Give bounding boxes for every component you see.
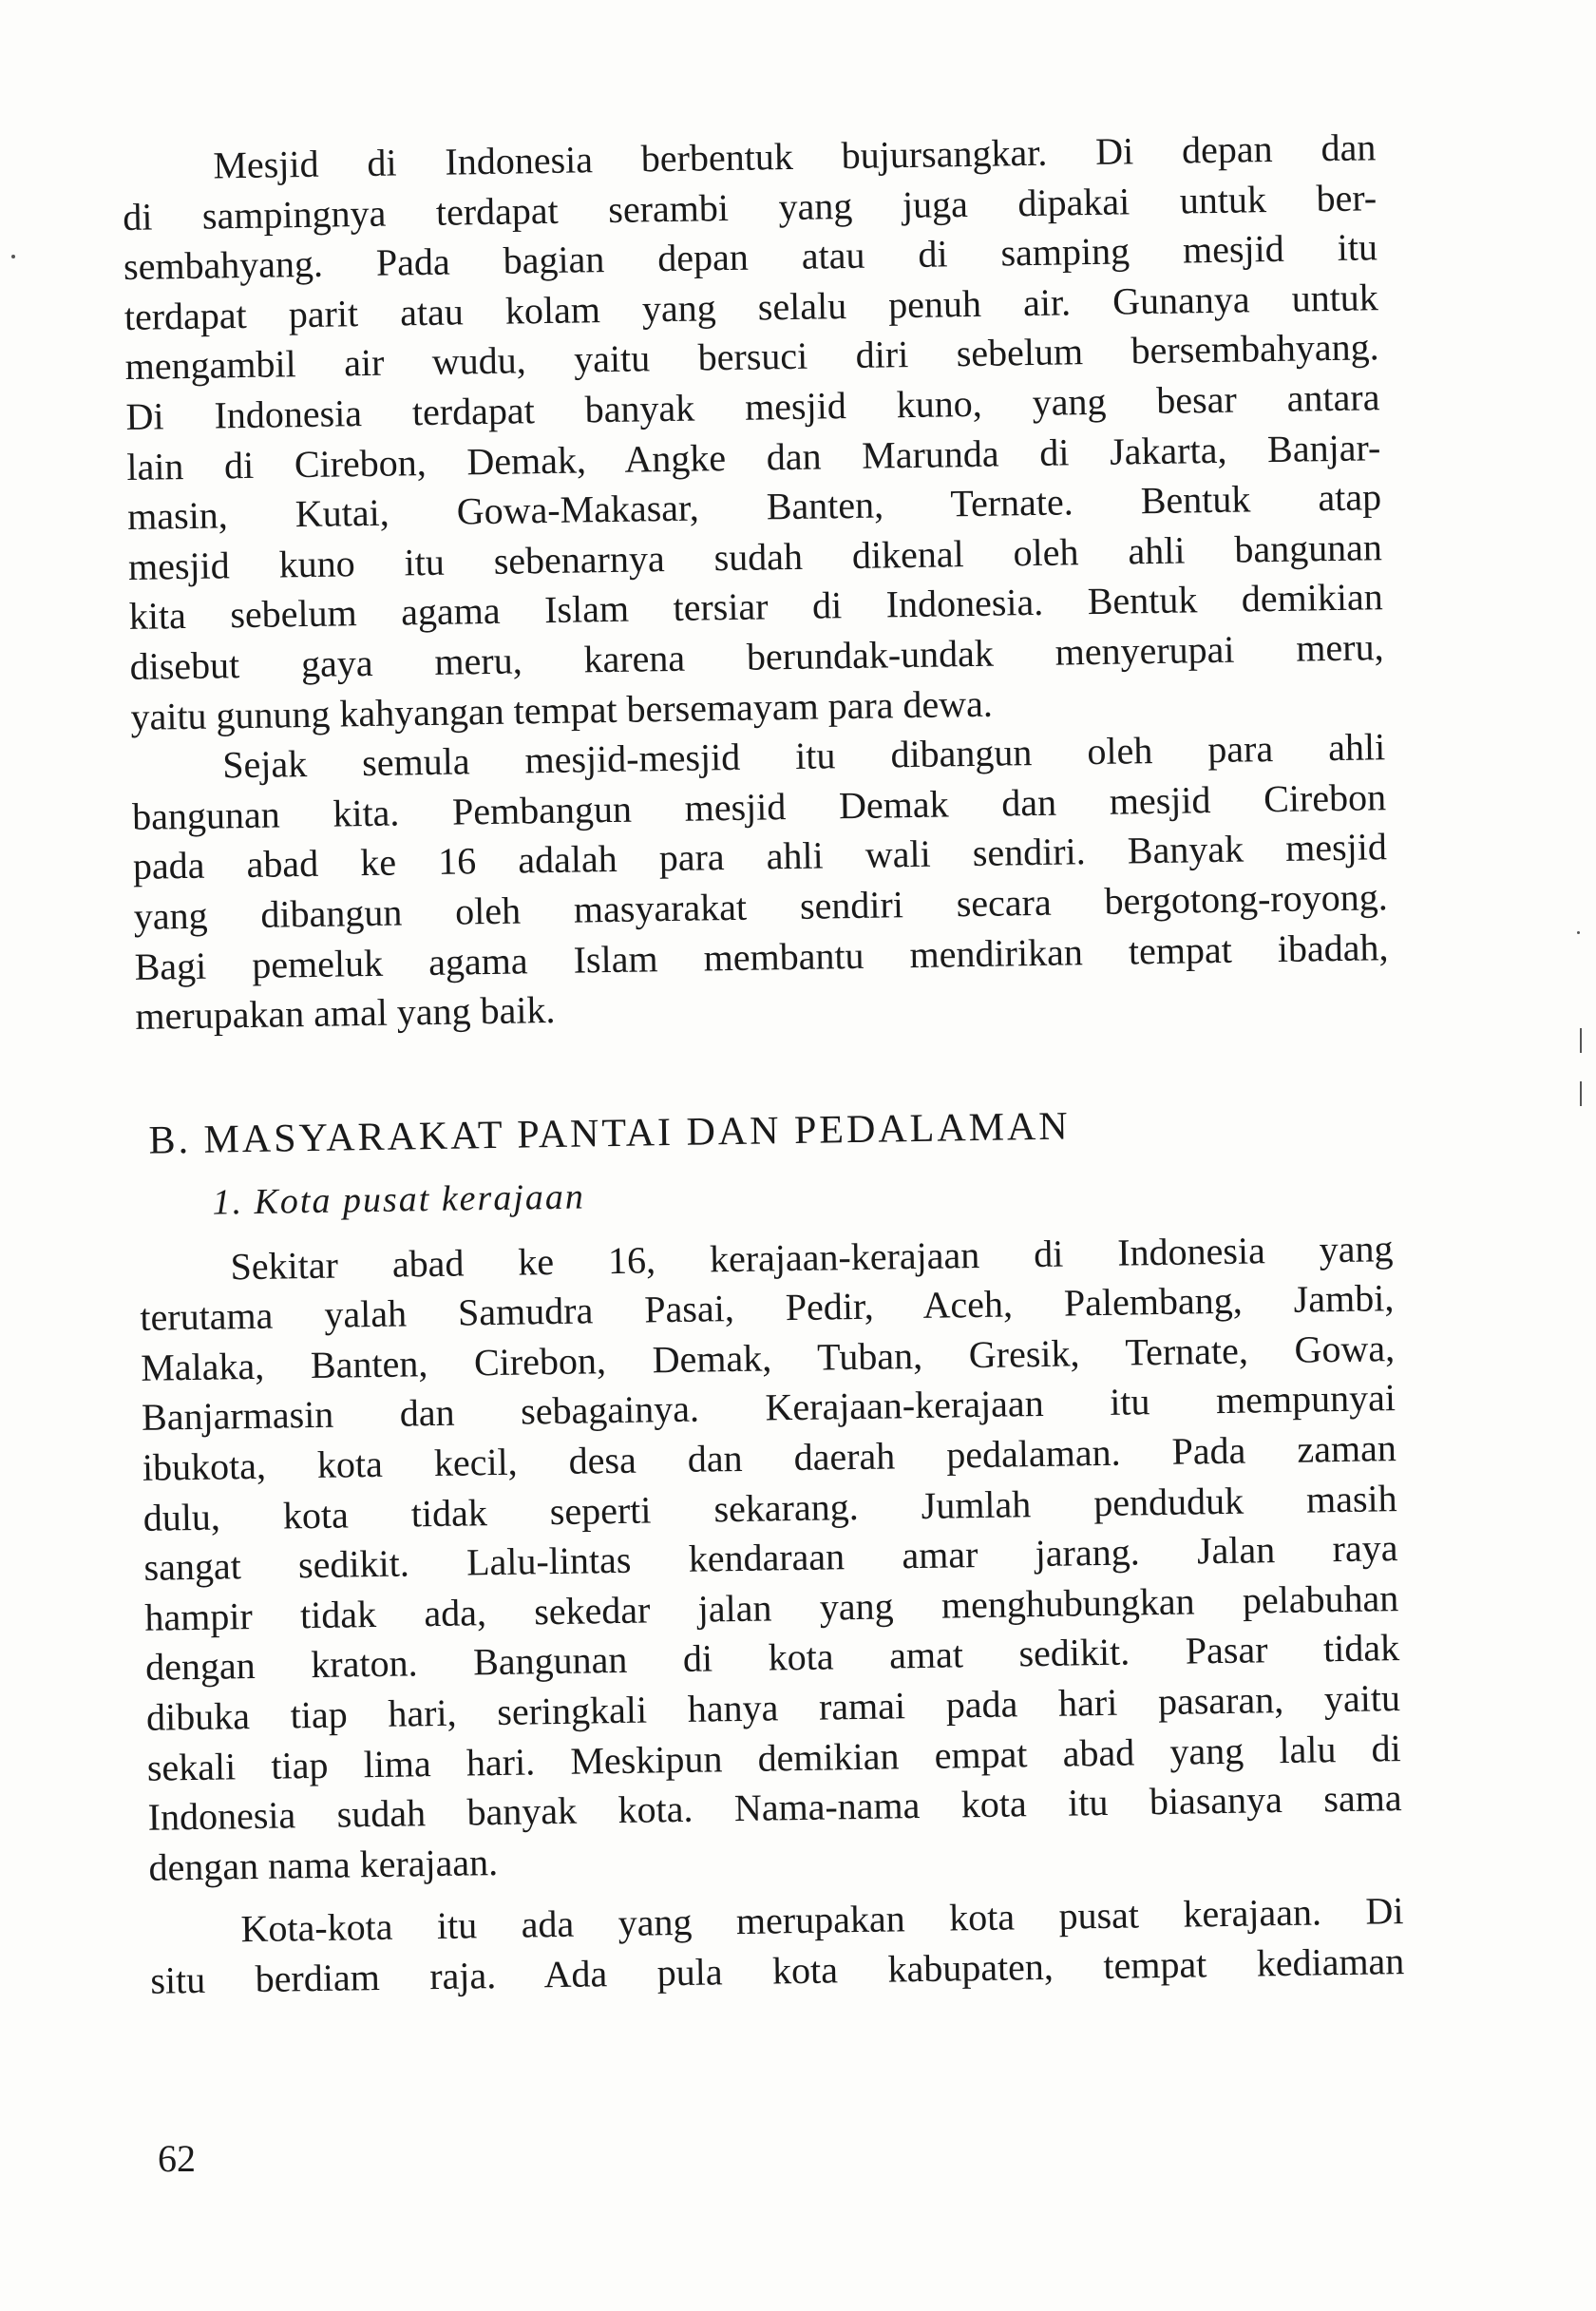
text-line: mesjid kuno itu sebenarnya sudah dikenal oleh ahli bangunan: [127, 525, 1383, 588]
subheading: 1. Kota pusat kerajaan: [212, 1176, 586, 1223]
scan-edge-mark: [1580, 1081, 1582, 1106]
text-line: Kota-kota itu ada yang merupakan kota pusat kerajaan. Di: [240, 1889, 1404, 1951]
scan-speck: [1577, 931, 1580, 934]
paragraph-kingdoms: [139, 1224, 1403, 1893]
text-line: pada abad ke 16 adalah para ahli wali sendiri. Banyak mesjid: [132, 825, 1388, 888]
text-line: Indonesia sudah banyak kota. Nama-nama kota itu biasanya sama: [147, 1776, 1402, 1839]
text-line: ibukota, kota kecil, desa dan daerah pedalaman. Pada zaman: [142, 1426, 1397, 1489]
text-line: mengambil air wudu, yaitu bersuci diri sebelum bersembahyang.: [124, 325, 1379, 389]
text-line: situ berdiam raja. Ada pula kota kabupaten, tempat kediaman: [150, 1939, 1405, 2002]
text-line: Malaka, Banten, Cirebon, Demak, Tuban, Gresik, Ternate, Gowa,: [140, 1326, 1396, 1389]
text-line: yaitu gunung kahyangan tempat bersemayam para dewa.: [130, 681, 994, 738]
text-line: merupakan amal yang baik.: [135, 988, 556, 1038]
text-line: bangunan kita. Pembangun mesjid Demak dan mesjid Cirebon: [131, 774, 1387, 838]
text-line: sekali tiap lima hari. Meskipun demikian empat abad yang lalu di: [146, 1726, 1402, 1789]
text-line: terutama yalah Samudra Pasai, Pedir, Aceh, Palembang, Jambi,: [140, 1276, 1395, 1340]
text-line: yang dibangun oleh masyarakat sendiri secara bergotong-royong.: [133, 875, 1388, 938]
text-line: lain di Cirebon, Demak, Angke dan Marunda di Jakarta, Banjar-: [126, 425, 1381, 488]
text-line: Banjarmasin dan sebagainya. Kerajaan-kerajaan itu mempunyai: [141, 1376, 1396, 1440]
page-number: 62: [158, 2137, 196, 2180]
text-line: sembahyang. Pada bagian depan atau di samping mesjid itu: [123, 225, 1378, 289]
section-heading: B. MASYARAKAT PANTAI DAN PEDALAMAN: [148, 1104, 1071, 1163]
page-text: [122, 123, 1405, 2006]
text-line: hampir tidak ada, sekedar jalan yang menghubungkan pelabuhan: [144, 1576, 1399, 1639]
text-line: sangat sedikit. Lalu-lintas kendaraan amar jarang. Jalan raya: [143, 1526, 1398, 1590]
text-line: Mesjid di Indonesia berbentuk bujursangkar. Di depan dan: [213, 125, 1377, 187]
scan-edge-mark: [1580, 1028, 1582, 1053]
text-line: masin, Kutai, Gowa-Makasar, Banten, Ternate. Bentuk atap: [126, 475, 1382, 539]
text-line: Sekitar abad ke 16, kerajaan-kerajaan di Indonesia yang: [230, 1226, 1394, 1289]
text-line: Sejak semula mesjid-mesjid itu dibangun oleh para ahli: [221, 725, 1386, 787]
paragraph-mosque-builders: [131, 722, 1390, 1041]
text-line: dengan nama kerajaan.: [148, 1840, 499, 1889]
text-line: dengan kraton. Bangunan di kota amat sedikit. Pasar tidak: [144, 1626, 1400, 1690]
text-line: di sampingnya terdapat serambi yang juga dipakai untuk ber-: [122, 175, 1378, 239]
text-line: terdapat parit atau kolam yang selalu penuh air. Gunanya untuk: [124, 276, 1379, 338]
text-line: disebut gaya meru, karena berundak-undak menyerupai meru,: [129, 625, 1384, 688]
text-line: dibuka tiap hari, seringkali hanya ramai pada hari pasaran, yaitu: [145, 1676, 1401, 1739]
text-line: Bagi pemeluk agama Islam membantu mendirikan tempat ibadah,: [134, 925, 1389, 988]
text-line: dulu, kota tidak seperti sekarang. Jumlah penduduk masih: [142, 1476, 1397, 1539]
paragraph-mosque-description: [122, 123, 1385, 742]
paragraph-royal-cities: [149, 1886, 1404, 2006]
scan-speck: [11, 255, 15, 258]
text-line: kita sebelum agama Islam tersiar di Indonesia. Bentuk demikian: [128, 575, 1384, 639]
text-line: Di Indonesia terdapat banyak mesjid kuno, yang besar antara: [125, 375, 1380, 438]
